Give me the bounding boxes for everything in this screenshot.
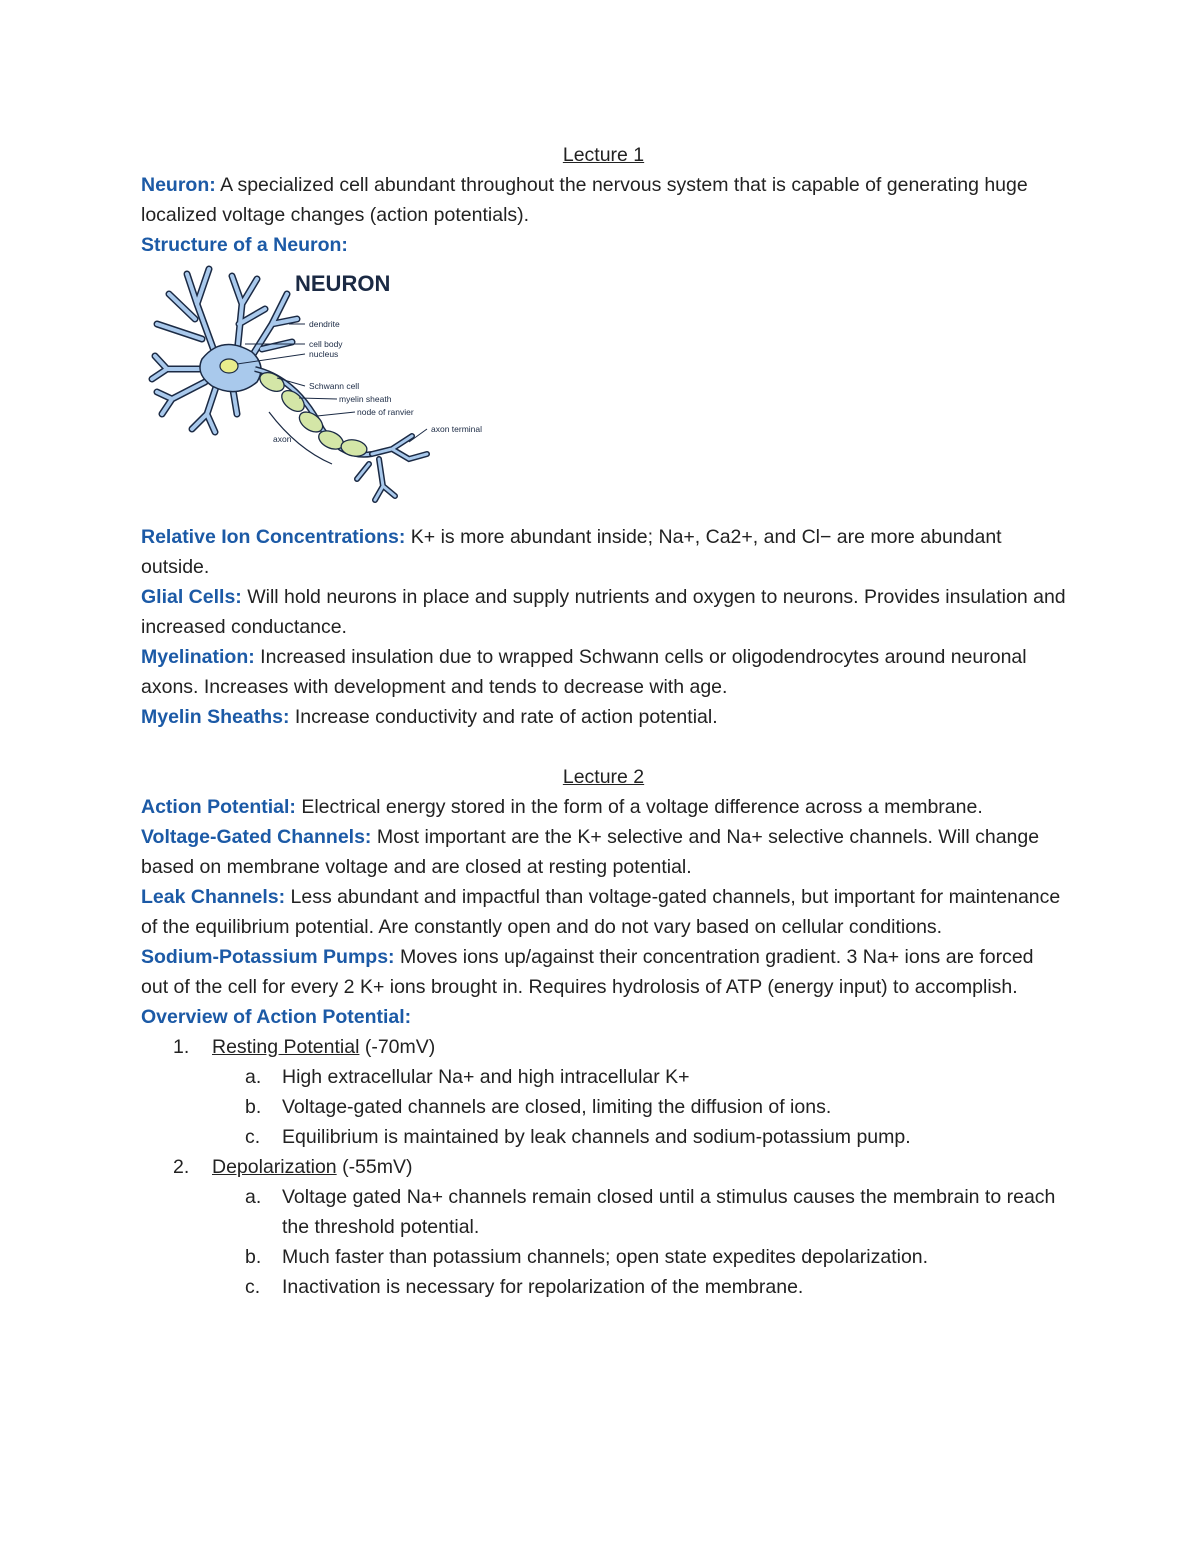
action-potential-definition: [141, 792, 1066, 822]
pump-text: Moves ions up/against their concentration gradient. 3 Na+ ions are forced out of the cell for every 2 K+ ions brought in. Requires hydrolosis of ATP (energy input) to accomplish.: [141, 946, 1034, 998]
voltage-gated-term: Voltage-Gated Channels:: [141, 826, 372, 848]
list-item-text: Inactivation is necessary for repolarization of the membrane.: [282, 1276, 804, 1298]
step-label: Depolarization: [212, 1156, 337, 1178]
list-letter: a.: [245, 1066, 262, 1088]
overview-list: [141, 1032, 1066, 1302]
diagram-title: NEURON: [295, 271, 391, 296]
relative-ion-text: K+ is more abundant inside; Na+, Ca2+, and Cl− are more abundant outside.: [141, 526, 1002, 578]
leak-channels-definition: [141, 882, 1066, 942]
nucleus-shape: [220, 359, 238, 373]
label-nucleus: nucleus: [309, 349, 339, 359]
lecture-1-heading: Lecture 1: [562, 144, 645, 166]
sub-list: [212, 1062, 1066, 1152]
leak-channels-term: Leak Channels:: [141, 886, 286, 908]
list-item: [141, 1092, 1066, 1122]
neuron-text: A specialized cell abundant throughout the nervous system that is capable of generating huge localized voltage changes (action potentials).: [141, 174, 1028, 226]
list-letter: a.: [245, 1186, 262, 1208]
label-cell-body: cell body: [309, 339, 343, 349]
list-item: [141, 1122, 1066, 1152]
list-item-resting-potential: [141, 1032, 1066, 1152]
list-item-text: Much faster than potassium channels; open state expedites depolarization.: [282, 1246, 929, 1268]
list-letter: b.: [245, 1096, 262, 1118]
sub-list: [212, 1182, 1066, 1302]
label-myelin-sheath: myelin sheath: [339, 394, 392, 404]
myelination-definition: [141, 642, 1066, 702]
label-schwann-cell: Schwann cell: [309, 381, 360, 391]
pump-definition: [141, 942, 1066, 1002]
step-value: (-70mV): [359, 1036, 436, 1058]
structure-heading: Structure of a Neuron:: [141, 234, 348, 256]
myelin-sheaths-definition: [141, 702, 1066, 732]
lecture-2-heading: Lecture 2: [562, 766, 645, 788]
myelination-text: Increased insulation due to wrapped Schwann cells or oligodendrocytes around neuronal axons. Increases with development and tends to decrease with age.: [141, 646, 1027, 698]
list-item-text: Equilibrium is maintained by leak channels and sodium-potassium pump.: [282, 1126, 911, 1148]
list-letter: c.: [245, 1126, 261, 1148]
voltage-gated-definition: [141, 822, 1066, 882]
list-item: [141, 1182, 1066, 1242]
list-letter: b.: [245, 1246, 262, 1268]
glial-term: Glial Cells:: [141, 586, 242, 608]
neuron-definition: [141, 170, 1066, 230]
list-letter: c.: [245, 1276, 261, 1298]
action-potential-text: Electrical energy stored in the form of a voltage difference across a membrane.: [295, 796, 983, 818]
list-item-text: Voltage gated Na+ channels remain closed until a stimulus causes the membrain to reach the threshold potential.: [282, 1186, 1056, 1238]
step-label: Resting Potential: [212, 1036, 360, 1058]
list-item-text: Voltage-gated channels are closed, limiting the diffusion of ions.: [282, 1096, 832, 1118]
label-axon: axon: [273, 434, 292, 444]
list-item: [141, 1272, 1066, 1302]
myelination-term: Myelination:: [141, 646, 255, 668]
list-item: [141, 1062, 1066, 1092]
overview-heading: Overview of Action Potential:: [141, 1006, 412, 1028]
list-item-text: High extracellular Na+ and high intracellular K+: [282, 1066, 690, 1088]
neuron-term: Neuron:: [141, 174, 216, 196]
relative-ion-definition: [141, 522, 1066, 582]
myelin-sheaths-term: Myelin Sheaths:: [141, 706, 290, 728]
step-value: (-55mV): [336, 1156, 413, 1178]
neuron-illustration: [147, 264, 507, 504]
glial-text: Will hold neurons in place and supply nutrients and oxygen to neurons. Provides insulation and increased conductance.: [141, 586, 1066, 638]
section-spacer: [141, 732, 1066, 762]
voltage-gated-text: Most important are the K+ selective and Na+ selective channels. Will change based on membrane voltage and are closed at resting potential.: [141, 826, 1040, 878]
label-dendrite: dendrite: [309, 319, 340, 329]
list-item-depolarization: [141, 1152, 1066, 1302]
myelin-sheaths-text: Increase conductivity and rate of action potential.: [289, 706, 718, 728]
glial-definition: [141, 582, 1066, 642]
document-content: [141, 140, 1066, 1302]
list-number: 1.: [173, 1036, 190, 1058]
leak-channels-text: Less abundant and impactful than voltage-gated channels, but important for maintenance of the equilibrium potential. Are constantly open and do not vary based on cellular conditions.: [141, 886, 1061, 938]
label-node-of-ranvier: node of ranvier: [357, 407, 414, 417]
list-number: 2.: [173, 1156, 190, 1178]
label-axon-terminal: axon terminal: [431, 424, 483, 434]
action-potential-term: Action Potential:: [141, 796, 296, 818]
list-item: [141, 1242, 1066, 1272]
relative-ion-term: Relative Ion Concentrations:: [141, 526, 406, 548]
neuron-diagram: [141, 260, 1066, 522]
pump-term: Sodium-Potassium Pumps:: [141, 946, 395, 968]
